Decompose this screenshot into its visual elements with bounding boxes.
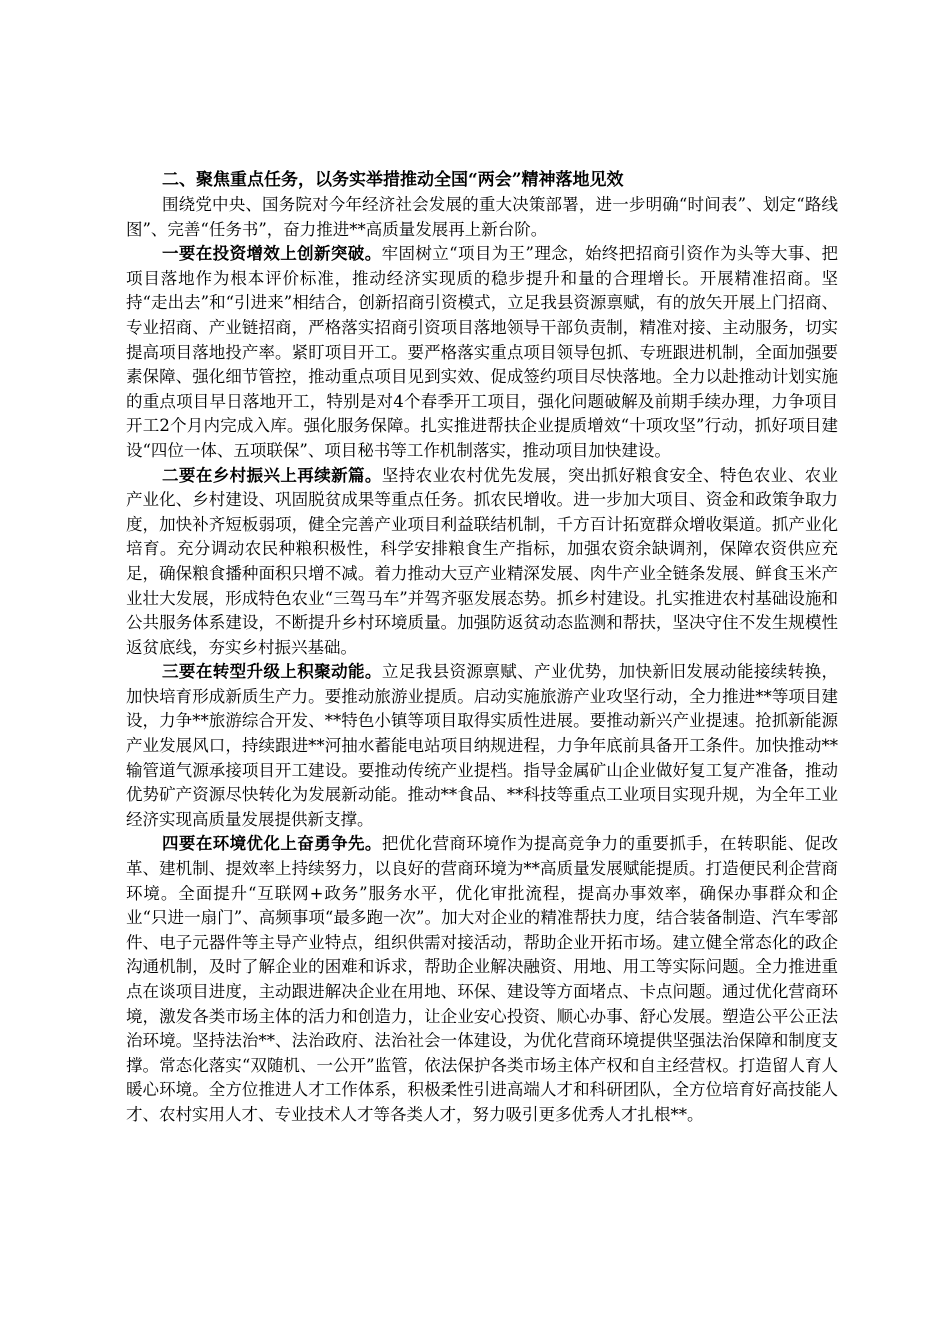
paragraph-lead: 四要在环境优化上奋勇争先。	[162, 834, 382, 854]
paragraph-text: 把优化营商环境作为提高竞争力的重要抓手，在转职能、促改革、建机制、提效率上持续努力，以良好的营商环境为**高质量发展赋能提质。打造便民利企营商环境。全面提升“互联网+政务”服务水平，优化审批流程，提高办事效率，确保办事群众和企业“只进一扇门”、高频事项“最多跑一次”。加大对企业的精准帮扶力度，结合装备制造、汽车零部件、电子元器件等主导产业特点，组织供需对接活动，帮助企业开拓市场。建立健全常态化的政企沟通机制，及时了解企业的困难和诉求，帮助企业解决融资、用地、用工等实际问题。全力推进重点在谈项目进度，主动跟进解决企业在用地、环保、建设等方面堵点、卡点问题。通过优化营商环境，激发各类市场主体的活力和创造力，让企业安心投资、顺心办事、舒心发展。塑造公平公正法治环境。坚持法治**、法治政府、法治社会一体建设，为优化营商环境提供坚强法治保障和制度支撑。常态化落实“双随机、一公开”监管，依法保护各类市场主体产权和自主经营权。打造留人育人暖心环境。全方位推进人才工作体系，积极柔性引进高端人才和科研团队，全方位培育好高技能人才、农村实用人才、专业技术人才等各类人才，努力吸引更多优秀人才扎根**。	[126, 834, 839, 1124]
paragraph-text: 牢固树立“项目为王”理念，始终把招商引资作为头等大事、把项目落地作为根本评价标准，推动经济实现质的稳步提升和量的合理增长。开展精准招商。坚持“走出去”和“引进来”相结合，创新招商引资模式，立足我县资源禀赋，有的放矢开展上门招商、专业招商、产业链招商，严格落实招商引资项目落地领导干部负责制，精准对接、主动服务，切实提高项目落地投产率。紧盯项目开工。要严格落实重点项目领导包抓、专班跟进机制，全面加强要素保障、强化细节管控，推动重点项目见到实效、促成签约项目尽快落地。全力以赴推动计划实施的重点项目早日落地开工，特别是对4个春季开工项目，强化问题破解及前期手续办理，力争项目开工2个月内完成入库。强化服务保障。扎实推进帮扶企业提质增效“十项攻坚”行动，抓好项目建设“四位一体、五项联保”、项目秘书等工作机制落实，推动项目加快建设。	[126, 244, 838, 460]
paragraph-text: 坚持农业农村优先发展，突出抓好粮食安全、特色农业、农业产业化、乡村建设、巩固脱贫成果等重点任务。抓农民增收。进一步加大项目、资金和政策争取力度，加快补齐短板弱项，健全完善产业项目利益联结机制，千方百计拓宽群众增收渠道。抓产业化培育。充分调动农民种粮积极性，科学安排粮食生产指标，加强农资余缺调剂，保障农资供应充足，确保粮食播种面积只增不减。着力推动大豆产业精深发展、肉牛产业全链条发展、鲜食玉米产业壮大发展，形成特色农业“三驾马车”并驾齐驱发展态势。抓乡村建设。扎实推进农村基础设施和公共服务体系建设，不断提升乡村环境质量。加强防返贫动态监测和帮扶，坚决守住不发生规模性返贫底线，夯实乡村振兴基础。	[126, 465, 839, 657]
paragraph-lead: 三要在转型升级上积聚动能。	[162, 662, 382, 682]
paragraph-lead: 一要在投资增效上创新突破。	[162, 244, 382, 264]
document-body	[126, 168, 838, 1128]
section-heading: 二、聚焦重点任务，以务实举措推动全国“两会”精神落地见效	[162, 170, 624, 190]
paragraph-transformation	[126, 660, 838, 832]
paragraph-environment	[126, 832, 838, 1127]
paragraph-investment	[126, 242, 838, 463]
paragraph-rural	[126, 464, 838, 661]
paragraph-text: 围绕党中央、国务院对今年经济社会发展的重大决策部署，进一步明确“时间表”、划定“路线图”、完善“任务书”，奋力推进**高质量发展再上新台阶。	[126, 195, 838, 239]
intro-paragraph	[126, 193, 838, 242]
paragraph-text: 立足我县资源禀赋、产业优势，加快新旧发展动能接续转换，加快培育形成新质生产力。要推动旅游业提质。启动实施旅游产业攻坚行动，全力推进**等项目建设，力争**旅游综合开发、**特色小镇等项目取得实质性进展。要推动新兴产业提速。抢抓新能源产业发展风口，持续跟进**河抽水蓄能电站项目纳规进程，力争年底前具备开工条件。加快推动**输管道气源承接项目开工建设。要推动传统产业提档。指导金属矿山企业做好复工复产准备，推动优势矿产资源尽快转化为发展新动能。推动**食品、**科技等重点工业项目实现升规，为全年工业经济实现高质量发展提供新支撑。	[126, 662, 839, 829]
paragraph-lead: 二要在乡村振兴上再续新篇。	[162, 465, 382, 485]
